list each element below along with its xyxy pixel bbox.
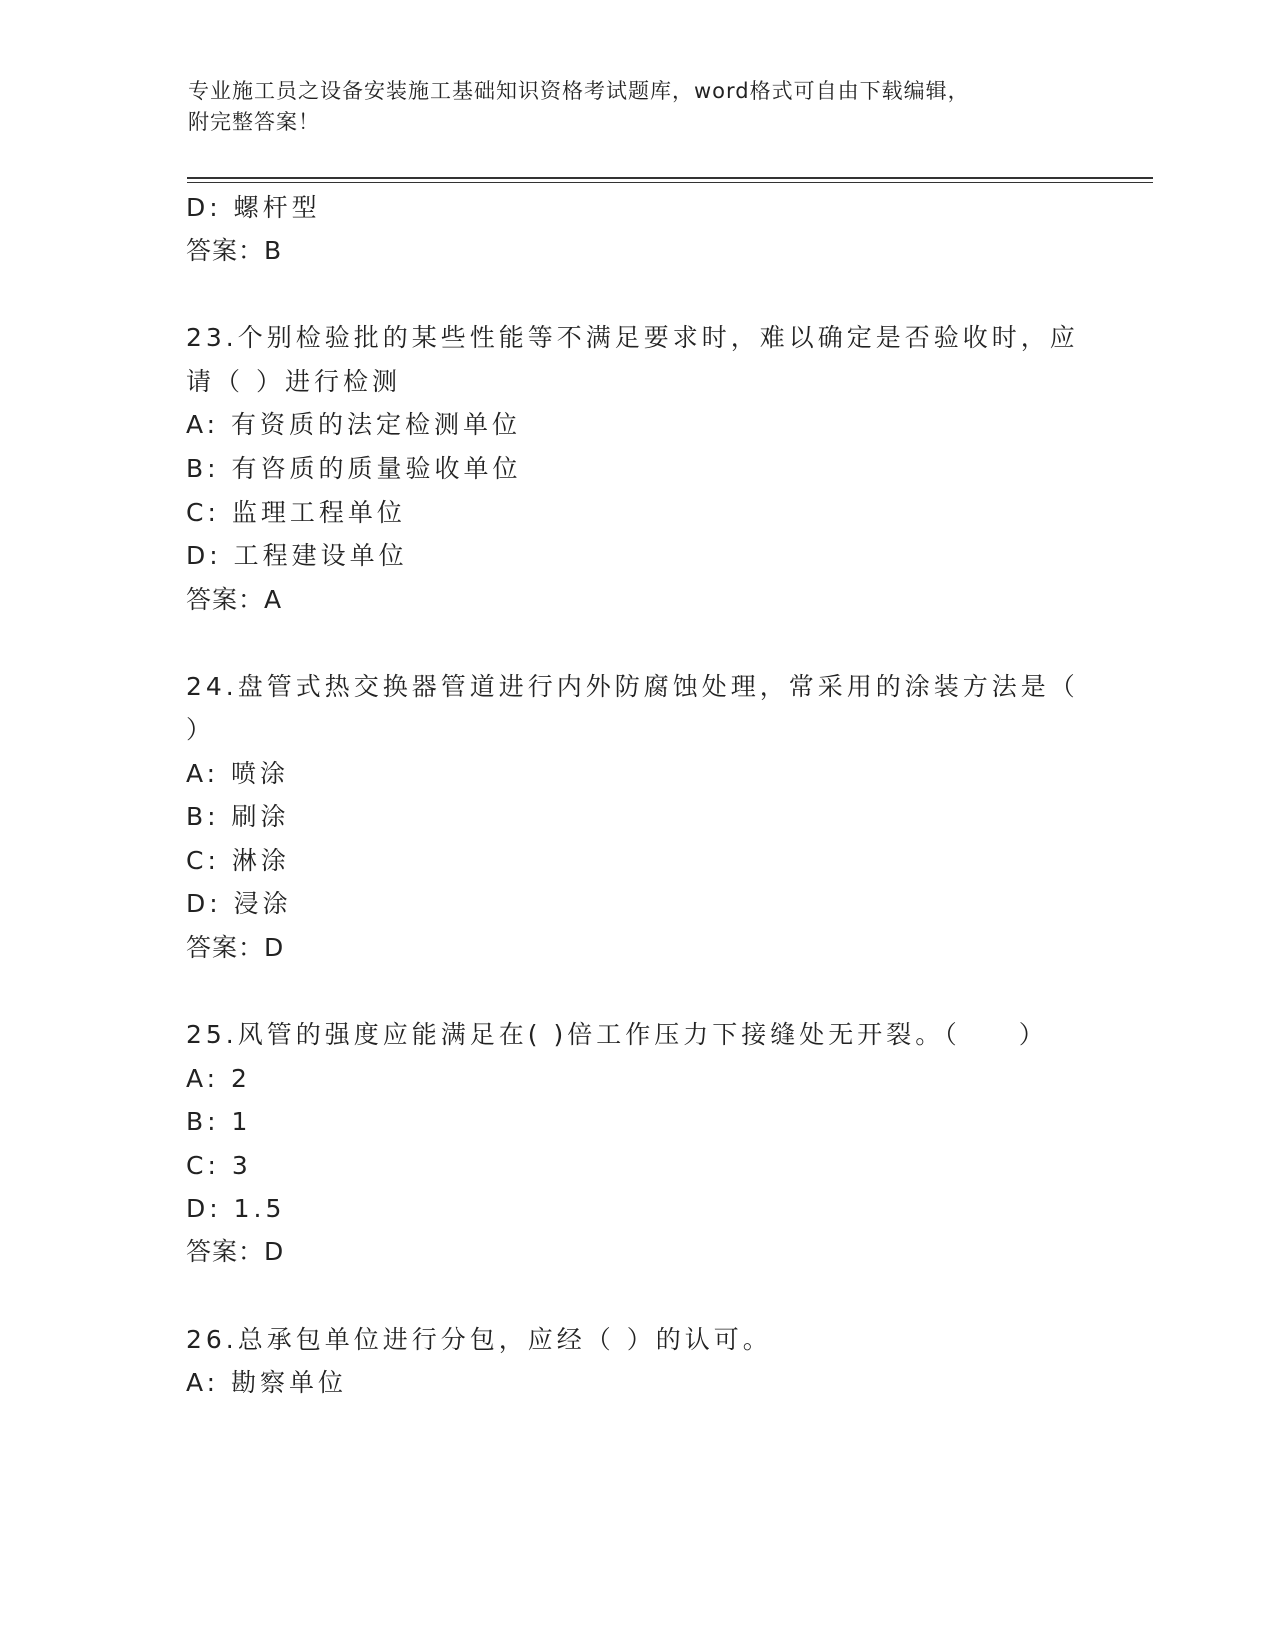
header-line-1: 专业施工员之设备安装施工基础知识资格考试题库，word格式可自由下载编辑，: [188, 79, 970, 103]
q24-option-d: D: 浸涂: [186, 889, 292, 918]
header-divider-thick: [187, 177, 1153, 179]
q23-option-c: C: 监理工程单位: [186, 498, 406, 527]
q23-stem-line-1: 23.个别检验批的某些性能等不满足要求时，难以确定是否验收时，应: [186, 323, 1079, 352]
q26-stem-line-1: 26.总承包单位进行分包，应经（ ）的认可。: [186, 1325, 772, 1354]
q23-answer: 答案：A: [186, 585, 283, 614]
prev-answer: 答案：B: [186, 236, 283, 265]
q25-option-c: C: 3: [186, 1151, 252, 1180]
q25-answer: 答案：D: [186, 1237, 285, 1266]
q24-option-a: A: 喷涂: [186, 759, 290, 788]
q24-stem-line-1: 24.盘管式热交换器管道进行内外防腐蚀处理，常采用的涂装方法是（: [186, 672, 1079, 701]
q24-option-c: C: 淋涂: [186, 846, 290, 875]
q25-option-d: D: 1.5: [186, 1194, 286, 1223]
q24-option-b: B: 刷涂: [186, 802, 290, 831]
q25-option-a: A: 2: [186, 1064, 251, 1093]
q24-answer: 答案：D: [186, 933, 285, 962]
q23-option-b: B: 有咨质的质量验收单位: [186, 454, 522, 483]
header-line-2: 附完整答案！: [188, 110, 320, 134]
q25-stem-line-1: 25.风管的强度应能满足在( )倍工作压力下接缝处无开裂。（ ）: [186, 1020, 1048, 1049]
prev-option-d: D: 螺杆型: [186, 193, 321, 222]
q23-stem-line-2: 请（ ）进行检测: [186, 367, 401, 396]
header-divider-thin: [187, 182, 1153, 183]
q26-option-a: A: 勘察单位: [186, 1368, 348, 1397]
q24-stem-line-2: ）: [186, 715, 216, 744]
document-header: [188, 76, 1088, 138]
q25-option-b: B: 1: [186, 1107, 252, 1136]
q23-option-a: A: 有资质的法定检测单位: [186, 410, 522, 439]
q23-option-d: D: 工程建设单位: [186, 541, 408, 570]
